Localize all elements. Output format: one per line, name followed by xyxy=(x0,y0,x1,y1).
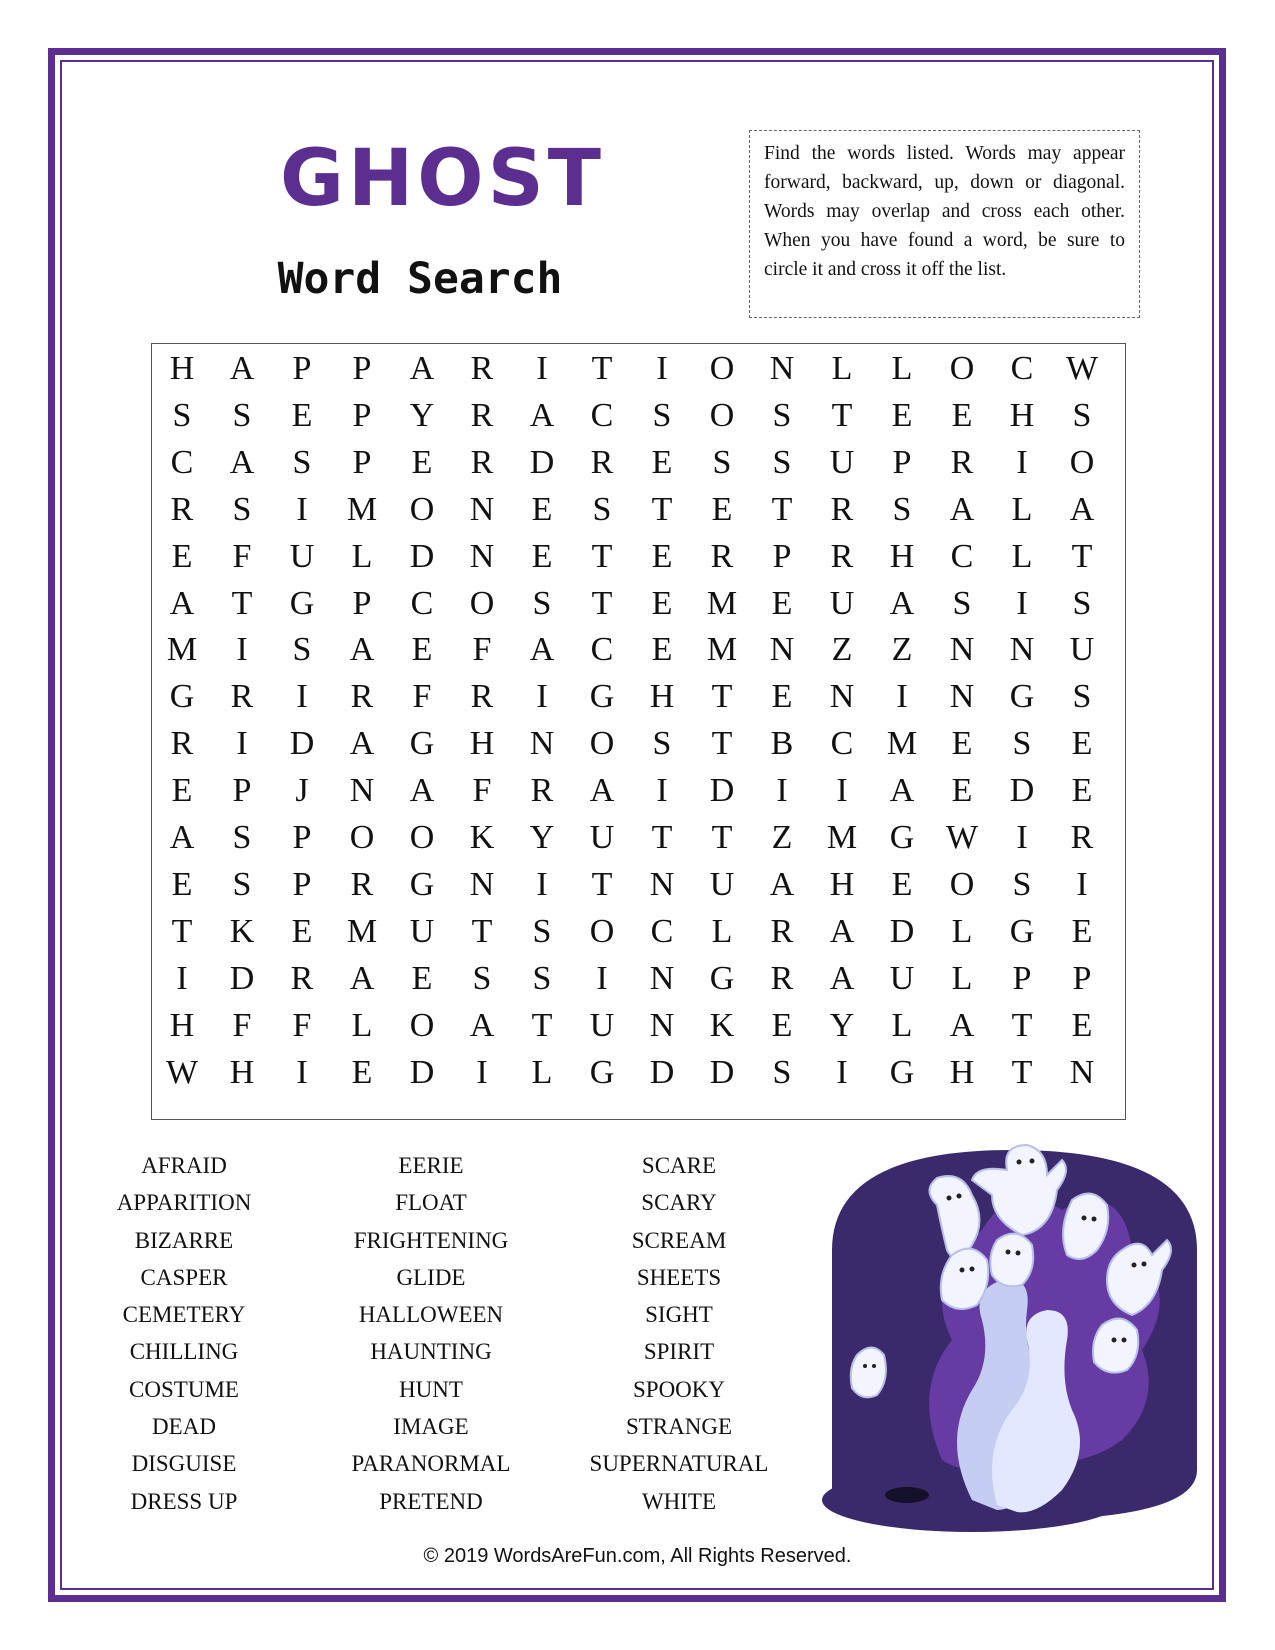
grid-letter: Z xyxy=(771,819,793,856)
grid-letter: L xyxy=(711,912,733,950)
grid-letter: L xyxy=(1011,537,1033,575)
grid-letter: E xyxy=(951,396,973,434)
word-list-item: FLOAT xyxy=(395,1190,467,1216)
grid-letter: E xyxy=(951,725,973,763)
grid-letter: O xyxy=(409,490,435,528)
grid-letter: P xyxy=(232,772,252,810)
grid-letter: H xyxy=(829,865,855,903)
grid-letter: M xyxy=(166,631,198,669)
instructions-box: Find the words listed. Words may appear forward, backward, up, down or diagonal. Words may overlap and cross each other. When you have found a word, be sure to circle it and cross it off the list. xyxy=(749,130,1140,318)
grid-letter: K xyxy=(469,819,495,856)
grid-letter: I xyxy=(1076,865,1088,903)
grid-letter: E xyxy=(771,1006,793,1044)
grid-letter: I xyxy=(656,350,668,387)
grid-letter: L xyxy=(891,1006,913,1044)
grid-letter: R xyxy=(470,443,494,481)
word-list-item: CHILLING xyxy=(129,1339,239,1365)
grid-letter: E xyxy=(531,537,553,575)
word-list-item: DRESS UP xyxy=(130,1488,238,1514)
grid-letter: N xyxy=(1009,631,1035,669)
hole xyxy=(885,1487,929,1503)
grid-letter: P xyxy=(352,350,372,387)
grid-letter: S xyxy=(712,443,732,481)
word-list-item: IMAGE xyxy=(393,1414,469,1440)
grid-letter: M xyxy=(706,631,738,669)
word-list-item: SCREAM xyxy=(631,1227,727,1253)
grid-letter: T xyxy=(651,819,673,856)
grid-letter: N xyxy=(529,725,555,763)
grid-letter: T xyxy=(171,912,193,950)
word-list-item: SCARE xyxy=(641,1153,717,1178)
grid-letter: G xyxy=(409,865,435,903)
grid-letter: E xyxy=(1071,912,1093,950)
grid-letter: N xyxy=(649,959,675,997)
grid-letter: A xyxy=(829,912,855,950)
letter-grid xyxy=(151,343,1126,1120)
grid-letter: G xyxy=(709,959,735,997)
grid-letter: A xyxy=(529,631,555,669)
grid-letter: N xyxy=(469,537,495,575)
grid-letter: H xyxy=(889,537,915,575)
word-list-item: CASPER xyxy=(140,1264,228,1290)
grid-letter: A xyxy=(169,819,195,856)
word-list-item: SCARY xyxy=(641,1190,717,1216)
grid-letter: T xyxy=(1011,1053,1033,1091)
grid-letter: E xyxy=(1071,772,1093,810)
grid-letter: U xyxy=(589,1006,615,1044)
grid-letter: O xyxy=(409,819,435,856)
grid-letter: G xyxy=(889,1053,915,1091)
grid-letter: A xyxy=(349,959,375,997)
grid-letter: E xyxy=(771,678,793,716)
grid-letter: O xyxy=(409,1006,435,1044)
grid-letter: D xyxy=(889,912,915,950)
word-list-item: SUPERNATURAL xyxy=(589,1451,769,1477)
grid-letter: E xyxy=(411,443,433,481)
grid-letter: E xyxy=(951,772,973,810)
grid-letter: A xyxy=(529,396,555,434)
grid-letter: S xyxy=(892,490,912,528)
grid-letter: N xyxy=(769,350,795,387)
grid-letter: L xyxy=(351,537,373,575)
grid-letter: A xyxy=(349,631,375,669)
grid-letter: E xyxy=(171,772,193,810)
word-list-item: WHITE xyxy=(641,1488,717,1514)
grid-letter: C xyxy=(1010,350,1034,387)
grid-letter: E xyxy=(891,865,913,903)
word-list-item: COSTUME xyxy=(129,1376,239,1402)
grid-letter: U xyxy=(889,959,915,997)
grid-letter: U xyxy=(289,537,315,575)
grid-letter: I xyxy=(296,490,308,528)
grid-letter: I xyxy=(776,772,788,810)
grid-letter: T xyxy=(231,584,253,622)
grid-letter: A xyxy=(409,772,435,810)
grid-letter: G xyxy=(1009,912,1035,950)
grid-letter: Y xyxy=(829,1006,855,1044)
grid-letter: I xyxy=(1016,443,1028,481)
grid-letter: O xyxy=(709,350,735,387)
grid-letter: T xyxy=(711,725,733,763)
grid-letter: A xyxy=(229,443,255,481)
grid-letter: W xyxy=(1065,350,1099,387)
grid-letter: C xyxy=(590,396,614,434)
grid-letter: S xyxy=(232,396,252,434)
grid-letter: A xyxy=(769,865,795,903)
grid-letter: S xyxy=(1072,396,1092,434)
grid-letter: Y xyxy=(409,396,435,434)
grid-letter: L xyxy=(951,912,973,950)
grid-letter: S xyxy=(652,725,672,763)
grid-letter: S xyxy=(232,819,252,856)
grid-letter: L xyxy=(1011,490,1033,528)
grid-letter: L xyxy=(831,350,853,387)
grid-letter: R xyxy=(770,959,794,997)
grid-letter: R xyxy=(1070,819,1094,856)
word-list-item: SPOOKY xyxy=(632,1376,726,1402)
grid-letter: B xyxy=(770,725,794,763)
grid-letter: O xyxy=(1069,443,1095,481)
grid-letter: R xyxy=(530,772,554,810)
grid-letter: A xyxy=(169,584,195,622)
word-list-item: SIGHT xyxy=(645,1302,713,1328)
grid-letter: H xyxy=(1009,396,1035,434)
grid-letter: R xyxy=(230,678,254,716)
grid-letter: U xyxy=(409,912,435,950)
grid-letter: U xyxy=(829,584,855,622)
grid-letter: M xyxy=(706,584,738,622)
word-list-item: SPIRIT xyxy=(643,1339,715,1365)
grid-letter: H xyxy=(949,1053,975,1091)
ghosts-illustration xyxy=(822,1140,1207,1540)
grid-letter: I xyxy=(896,678,908,716)
grid-letter: K xyxy=(229,912,255,950)
ghost-7 xyxy=(851,1348,886,1398)
grid-letter: D xyxy=(409,1053,435,1091)
grid-letter: P xyxy=(1072,959,1092,997)
grid-letter: S xyxy=(232,865,252,903)
grid-letter: G xyxy=(169,678,195,716)
grid-letter: N xyxy=(769,631,795,669)
grid-letter: J xyxy=(295,772,309,810)
grid-letter: C xyxy=(170,443,194,481)
grid-letter: T xyxy=(771,490,793,528)
grid-letter: P xyxy=(352,584,372,622)
grid-letter: O xyxy=(589,912,615,950)
grid-letter: D xyxy=(289,725,315,763)
grid-letter: S xyxy=(292,443,312,481)
grid-letter: T xyxy=(591,537,613,575)
grid-letter: I xyxy=(296,678,308,716)
word-list-item: STRANGE xyxy=(625,1414,733,1440)
grid-letter: E xyxy=(171,537,193,575)
grid-letter: S xyxy=(772,1053,792,1091)
word-list-column-1 xyxy=(64,1147,304,1520)
grid-letter: A xyxy=(229,350,255,387)
grid-letter: E xyxy=(711,490,733,528)
grid-letter: G xyxy=(589,678,615,716)
grid-letter: R xyxy=(710,537,734,575)
grid-letter: N xyxy=(829,678,855,716)
grid-letter: A xyxy=(589,772,615,810)
grid-letter: U xyxy=(709,865,735,903)
grid-letter: A xyxy=(349,725,375,763)
grid-letter: R xyxy=(290,959,314,997)
grid-letter: T xyxy=(531,1006,553,1044)
grid-letter: P xyxy=(292,819,312,856)
grid-letter: O xyxy=(469,584,495,622)
grid-letter: T xyxy=(651,490,673,528)
grid-letter: E xyxy=(411,959,433,997)
grid-letter: M xyxy=(826,819,858,856)
grid-letter: R xyxy=(350,678,374,716)
grid-letter: I xyxy=(536,678,548,716)
page-subtitle: Word Search xyxy=(277,254,563,304)
grid-letter: F xyxy=(472,772,492,810)
grid-letter: O xyxy=(349,819,375,856)
grid-letter: I xyxy=(296,1053,308,1091)
grid-letter: R xyxy=(830,537,854,575)
grid-letter: S xyxy=(952,584,972,622)
grid-letter: O xyxy=(709,396,735,434)
grid-letter: H xyxy=(169,350,195,387)
grid-letter: S xyxy=(1072,584,1092,622)
word-list-item: PRETEND xyxy=(379,1488,483,1514)
grid-letter: E xyxy=(771,584,793,622)
grid-letter: M xyxy=(346,490,378,528)
grid-letter: P xyxy=(892,443,912,481)
grid-letter: S xyxy=(472,959,492,997)
grid-letter: E xyxy=(171,865,193,903)
grid-letter: N xyxy=(649,1006,675,1044)
grid-letter: S xyxy=(292,631,312,669)
grid-letter: I xyxy=(836,772,848,810)
grid-letter: E xyxy=(1071,725,1093,763)
grid-letter: A xyxy=(949,1006,975,1044)
grid-letter: D xyxy=(229,959,255,997)
grid-letter: C xyxy=(950,537,974,575)
grid-letter: L xyxy=(951,959,973,997)
grid-letter: P xyxy=(292,865,312,903)
grid-letter: S xyxy=(592,490,612,528)
grid-letter: U xyxy=(589,819,615,856)
grid-letter: G xyxy=(289,584,315,622)
grid-letter: T xyxy=(711,819,733,856)
grid-letter: I xyxy=(176,959,188,997)
grid-letter: N xyxy=(949,678,975,716)
grid-letter: I xyxy=(1016,584,1028,622)
grid-letter: E xyxy=(651,631,673,669)
page-title: GHOST xyxy=(280,134,605,224)
grid-letter: H xyxy=(469,725,495,763)
grid-letter: R xyxy=(590,443,614,481)
grid-letter: A xyxy=(889,772,915,810)
grid-letter: F xyxy=(412,678,432,716)
grid-letter: F xyxy=(232,1006,252,1044)
grid-letter: D xyxy=(529,443,555,481)
grid-letter: E xyxy=(651,443,673,481)
grid-letter: T xyxy=(471,912,493,950)
grid-letter: E xyxy=(531,490,553,528)
grid-letter: D xyxy=(1009,772,1035,810)
grid-letter: Z xyxy=(891,631,913,669)
grid-letter: G xyxy=(1009,678,1035,716)
grid-letter: D xyxy=(709,772,735,810)
grid-letter: C xyxy=(830,725,854,763)
grid-letter: P xyxy=(772,537,792,575)
grid-letter: L xyxy=(351,1006,373,1044)
grid-letter: R xyxy=(770,912,794,950)
grid-letter: S xyxy=(172,396,192,434)
grid-letter: N xyxy=(649,865,675,903)
grid-letter: E xyxy=(291,396,313,434)
grid-letter: S xyxy=(532,584,552,622)
grid-letter: R xyxy=(170,490,194,528)
grid-letter: N xyxy=(469,865,495,903)
grid-letter: N xyxy=(949,631,975,669)
word-list-item: CEMETERY xyxy=(122,1302,246,1328)
grid-letter: E xyxy=(351,1053,373,1091)
grid-letter: I xyxy=(1016,819,1028,856)
word-list-item: FRIGHTENING xyxy=(353,1227,509,1253)
grid-letter: E xyxy=(651,584,673,622)
ghost-8 xyxy=(1093,1319,1138,1373)
grid-letter: S xyxy=(652,396,672,434)
grid-letter: F xyxy=(232,537,252,575)
grid-letter: T xyxy=(591,584,613,622)
grid-letter: I xyxy=(536,865,548,903)
grid-letter: I xyxy=(596,959,608,997)
grid-letter: I xyxy=(236,725,248,763)
grid-letter: D xyxy=(409,537,435,575)
grid-letter: G xyxy=(589,1053,615,1091)
word-list-column-2 xyxy=(311,1147,551,1520)
grid-letter: T xyxy=(1011,1006,1033,1044)
grid-letter: G xyxy=(889,819,915,856)
grid-letter: E xyxy=(1071,1006,1093,1044)
word-list-item: BIZARRE xyxy=(134,1227,234,1253)
grid-letter: T xyxy=(1071,537,1093,575)
grid-letter: R xyxy=(470,396,494,434)
grid-letter: H xyxy=(169,1006,195,1044)
grid-letter: O xyxy=(949,350,975,387)
grid-letter: R xyxy=(950,443,974,481)
grid-letter: S xyxy=(532,912,552,950)
word-list-item: DISGUISE xyxy=(131,1451,237,1477)
grid-letter: N xyxy=(469,490,495,528)
grid-letter: M xyxy=(886,725,918,763)
grid-letter: O xyxy=(589,725,615,763)
grid-letter: D xyxy=(649,1053,675,1091)
grid-letter: A xyxy=(409,350,435,387)
grid-letter: R xyxy=(170,725,194,763)
grid-letter: F xyxy=(292,1006,312,1044)
grid-letter: A xyxy=(469,1006,495,1044)
grid-letter: D xyxy=(709,1053,735,1091)
word-list-item: AFRAID xyxy=(141,1153,227,1178)
grid-letter: Z xyxy=(831,631,853,669)
ghost-6 xyxy=(990,1234,1033,1287)
grid-letter: I xyxy=(656,772,668,810)
grid-letter: F xyxy=(472,631,492,669)
grid-letter: S xyxy=(232,490,252,528)
grid-letter: P xyxy=(292,350,312,387)
grid-letter: A xyxy=(949,490,975,528)
grid-letter: S xyxy=(1012,865,1032,903)
grid-letter: H xyxy=(649,678,675,716)
grid-letter: G xyxy=(409,725,435,763)
grid-letter: W xyxy=(945,819,979,856)
grid-letter: I xyxy=(836,1053,848,1091)
grid-letter: S xyxy=(532,959,552,997)
word-list-item: SHEETS xyxy=(636,1264,722,1290)
word-list-item: HAUNTING xyxy=(370,1339,492,1365)
grid-letter: S xyxy=(772,443,792,481)
word-list-item: EERIE xyxy=(398,1153,464,1178)
grid-letter: E xyxy=(411,631,433,669)
word-list-item: HUNT xyxy=(399,1376,463,1402)
grid-letter: C xyxy=(650,912,674,950)
grid-letter: U xyxy=(1069,631,1095,669)
grid-letter: C xyxy=(590,631,614,669)
grid-letter: T xyxy=(711,678,733,716)
grid-letter: Y xyxy=(529,819,555,856)
grid-letter: L xyxy=(531,1053,553,1091)
grid-letter: E xyxy=(891,396,913,434)
grid-letter: R xyxy=(830,490,854,528)
grid-letter: W xyxy=(165,1053,199,1091)
grid-letter: P xyxy=(352,396,372,434)
grid-letter: N xyxy=(349,772,375,810)
grid-letter: E xyxy=(291,912,313,950)
grid-letter: H xyxy=(229,1053,255,1091)
grid-letter: P xyxy=(352,443,372,481)
word-list-column-3 xyxy=(559,1147,799,1520)
grid-letter: T xyxy=(831,396,853,434)
grid-letter: A xyxy=(1069,490,1095,528)
word-list-item: APPARITION xyxy=(116,1190,252,1216)
grid-letter: E xyxy=(651,537,673,575)
grid-letter: S xyxy=(772,396,792,434)
grid-letter: T xyxy=(591,865,613,903)
grid-letter: S xyxy=(1072,678,1092,716)
grid-letter: I xyxy=(476,1053,488,1091)
word-list-item: HALLOWEEN xyxy=(358,1302,504,1328)
grid-letter: K xyxy=(709,1006,735,1044)
grid-letter: N xyxy=(1069,1053,1095,1091)
grid-letter: C xyxy=(410,584,434,622)
grid-letter: I xyxy=(536,350,548,387)
grid-letter: R xyxy=(470,350,494,387)
grid-letter: T xyxy=(591,350,613,387)
grid-letter: L xyxy=(891,350,913,387)
word-list-item: PARANORMAL xyxy=(351,1451,511,1477)
grid-letter: U xyxy=(829,443,855,481)
grid-letter: A xyxy=(829,959,855,997)
copyright-footer: © 2019 WordsAreFun.com, All Rights Reserved. xyxy=(423,1545,852,1567)
grid-letter: A xyxy=(889,584,915,622)
grid-letter: R xyxy=(350,865,374,903)
grid-letter: P xyxy=(1012,959,1032,997)
grid-letter: O xyxy=(949,865,975,903)
word-list-item: DEAD xyxy=(152,1414,216,1440)
grid-letter: I xyxy=(236,631,248,669)
grid-letter: R xyxy=(470,678,494,716)
word-list-item: GLIDE xyxy=(396,1264,466,1290)
grid-letter: M xyxy=(346,912,378,950)
grid-letter: S xyxy=(1012,725,1032,763)
